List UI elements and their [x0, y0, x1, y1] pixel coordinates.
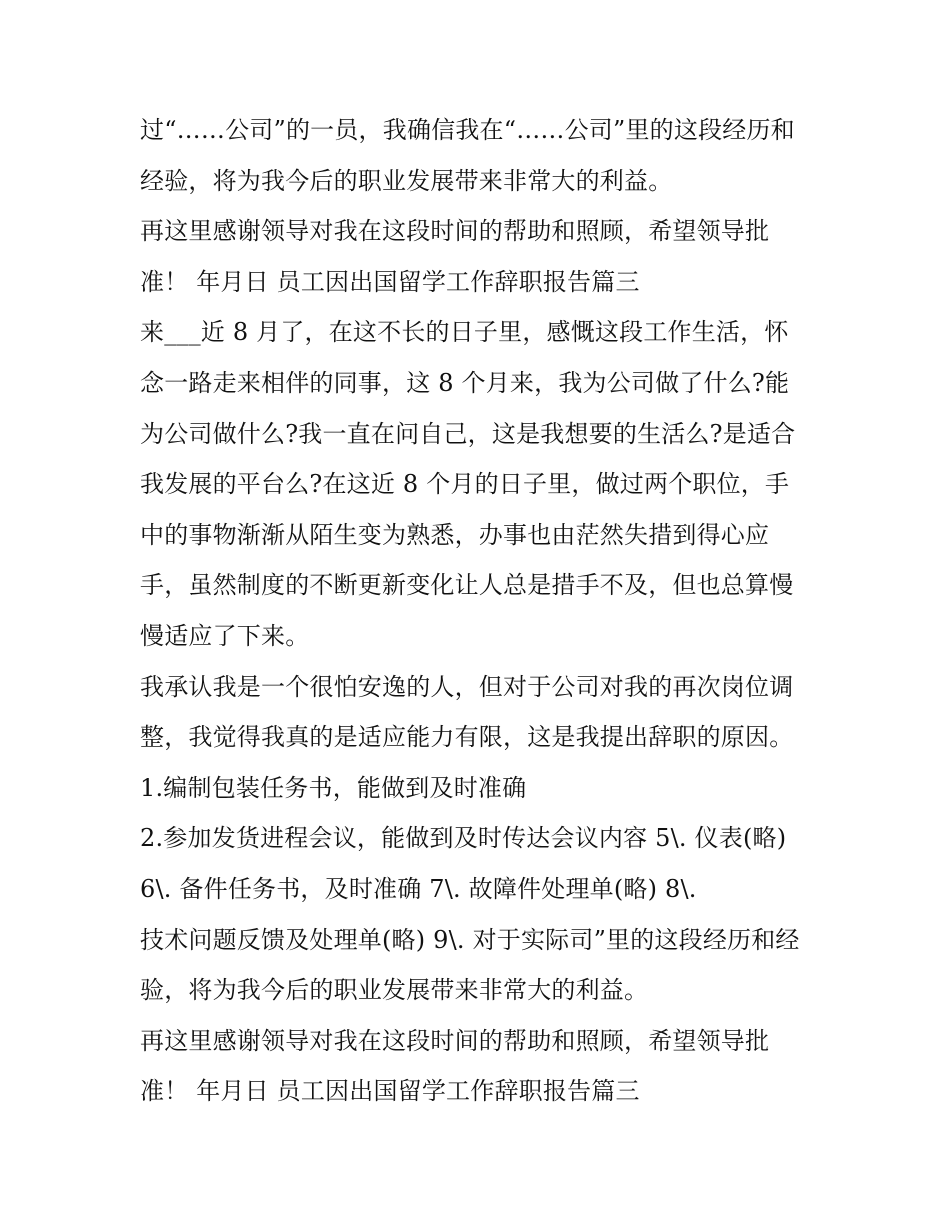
text-line-20: 准！ 年月日 员工因出国留学工作辞职报告篇三: [140, 1077, 640, 1106]
text-line-5: 来___近 8 月了，在这不长的日子里，感慨这段工作生活，怀: [140, 318, 789, 347]
text-line-16: 6\. 备件任务书，及时准确 7\. 故障件处理单(略) 8\.: [140, 874, 697, 903]
text-line-18: 验，将为我今后的职业发展带来非常大的利益。: [140, 976, 649, 1005]
document-body: [140, 105, 830, 1117]
text-line-8: 我发展的平台么?在这近 8 个月的日子里，做过两个职位，手: [140, 470, 790, 499]
text-line-11: 慢适应了下来。: [140, 621, 310, 650]
text-line-4: 准！ 年月日 员工因出国留学工作辞职报告篇三: [140, 267, 640, 296]
text-line-2: 经验，将为我今后的职业发展带来非常大的利益。: [140, 166, 673, 195]
text-line-17: 技术问题反馈及处理单(略) 9\. 对于实际司”里的这段经历和经: [140, 925, 800, 954]
text-line-10: 手，虽然制度的不断更新变化让人总是措手不及，但也总算慢: [140, 571, 794, 600]
text-line-12: 我承认我是一个很怕安逸的人，但对于公司对我的再次岗位调: [140, 672, 794, 701]
text-line-7: 为公司做什么?我一直在问自己，这是我想要的生活么?是适合: [140, 419, 796, 448]
text-line-14: 1.编制包装任务书，能做到及时准确: [140, 773, 527, 802]
text-line-13: 整，我觉得我真的是适应能力有限，这是我提出辞职的原因。: [140, 723, 794, 752]
text-line-9: 中的事物渐渐从陌生变为熟悉，办事也由茫然失措到得心应: [140, 520, 770, 549]
text-line-15: 2.参加发货进程会议，能做到及时传达会议内容 5\. 仪表(略): [140, 824, 787, 853]
text-line-19: 再这里感谢领导对我在这段时间的帮助和照顾，希望领导批: [140, 1026, 770, 1055]
text-line-3: 再这里感谢领导对我在这段时间的帮助和照顾，希望领导批: [140, 217, 770, 246]
text-line-1: 过“……公司”的一员，我确信我在“……公司”里的这段经历和: [140, 116, 795, 144]
text-line-6: 念一路走来相伴的同事，这 8 个月来，我为公司做了什么?能: [140, 368, 790, 397]
